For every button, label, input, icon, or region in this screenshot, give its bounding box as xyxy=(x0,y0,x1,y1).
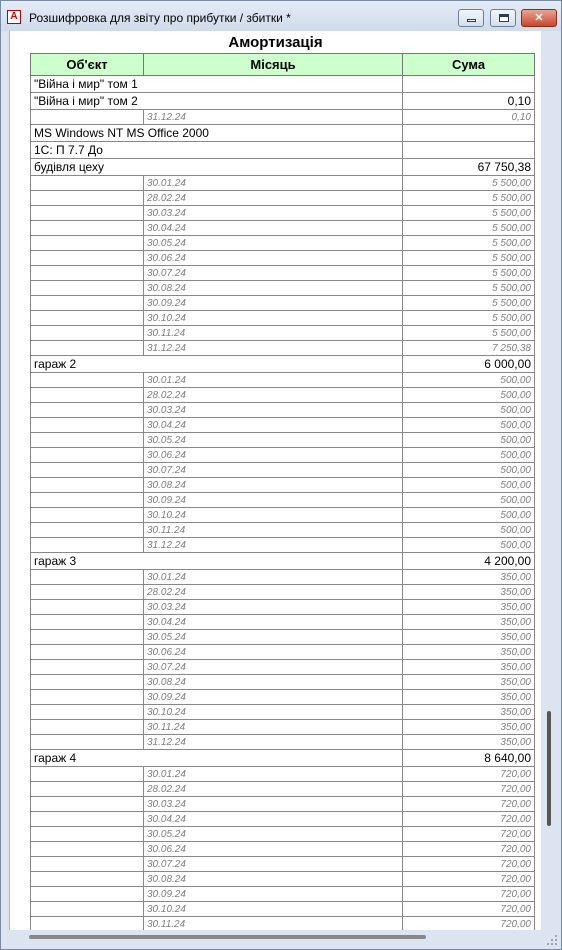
month-amount: 720,00 xyxy=(403,917,535,931)
month-date: 30.09.24 xyxy=(144,887,403,902)
empty-object-cell xyxy=(31,735,144,750)
month-row[interactable] xyxy=(31,720,535,735)
empty-object-cell xyxy=(31,341,144,356)
month-date: 30.11.24 xyxy=(144,326,403,341)
month-row[interactable] xyxy=(31,690,535,705)
month-amount: 720,00 xyxy=(403,857,535,872)
empty-object-cell xyxy=(31,418,144,433)
month-date: 30.08.24 xyxy=(144,478,403,493)
month-date: 30.10.24 xyxy=(144,508,403,523)
month-amount: 5 500,00 xyxy=(403,191,535,206)
month-date: 30.08.24 xyxy=(144,281,403,296)
month-row[interactable] xyxy=(31,857,535,872)
month-date: 28.02.24 xyxy=(144,191,403,206)
empty-object-cell xyxy=(31,448,144,463)
object-name: "Війна і мир" том 2 xyxy=(31,93,403,110)
month-date: 30.01.24 xyxy=(144,373,403,388)
close-icon: ✕ xyxy=(534,12,544,24)
month-date: 28.02.24 xyxy=(144,782,403,797)
month-row[interactable] xyxy=(31,797,535,812)
month-amount: 500,00 xyxy=(403,493,535,508)
month-amount: 7 250,38 xyxy=(403,341,535,356)
month-amount: 500,00 xyxy=(403,463,535,478)
empty-object-cell xyxy=(31,296,144,311)
object-name: "Війна і мир" том 1 xyxy=(31,76,403,93)
report-title: Амортизація xyxy=(228,34,323,51)
month-amount: 500,00 xyxy=(403,478,535,493)
month-amount: 720,00 xyxy=(403,827,535,842)
empty-object-cell xyxy=(31,705,144,720)
month-row[interactable] xyxy=(31,448,535,463)
object-row[interactable] xyxy=(31,93,535,110)
month-date: 30.05.24 xyxy=(144,827,403,842)
empty-object-cell xyxy=(31,797,144,812)
empty-object-cell xyxy=(31,645,144,660)
month-amount: 5 500,00 xyxy=(403,326,535,341)
empty-object-cell xyxy=(31,508,144,523)
month-row[interactable] xyxy=(31,266,535,281)
object-name: гараж 2 xyxy=(31,356,403,373)
object-row[interactable] xyxy=(31,125,535,142)
month-date: 30.03.24 xyxy=(144,600,403,615)
month-date: 30.08.24 xyxy=(144,872,403,887)
empty-object-cell xyxy=(31,675,144,690)
month-date: 30.03.24 xyxy=(144,403,403,418)
empty-object-cell xyxy=(31,281,144,296)
month-amount: 0,10 xyxy=(403,110,535,125)
month-date: 31.12.24 xyxy=(144,110,403,125)
month-date: 30.10.24 xyxy=(144,902,403,917)
empty-object-cell xyxy=(31,493,144,508)
object-total xyxy=(403,142,535,159)
object-total xyxy=(403,76,535,93)
month-amount: 720,00 xyxy=(403,767,535,782)
empty-object-cell xyxy=(31,478,144,493)
month-row[interactable] xyxy=(31,570,535,585)
month-row[interactable] xyxy=(31,523,535,538)
empty-object-cell xyxy=(31,630,144,645)
maximize-button[interactable] xyxy=(490,9,516,27)
month-date: 30.05.24 xyxy=(144,630,403,645)
month-amount: 5 500,00 xyxy=(403,236,535,251)
object-row[interactable] xyxy=(31,142,535,159)
month-amount: 500,00 xyxy=(403,433,535,448)
month-row[interactable] xyxy=(31,600,535,615)
empty-object-cell xyxy=(31,812,144,827)
month-date: 31.12.24 xyxy=(144,538,403,553)
month-amount: 350,00 xyxy=(403,735,535,750)
empty-object-cell xyxy=(31,767,144,782)
month-row[interactable] xyxy=(31,812,535,827)
empty-object-cell xyxy=(31,206,144,221)
month-amount: 720,00 xyxy=(403,842,535,857)
empty-object-cell xyxy=(31,373,144,388)
month-date: 30.03.24 xyxy=(144,797,403,812)
month-amount: 720,00 xyxy=(403,872,535,887)
month-row[interactable] xyxy=(31,630,535,645)
empty-object-cell xyxy=(31,110,144,125)
month-row[interactable] xyxy=(31,872,535,887)
month-date: 30.04.24 xyxy=(144,615,403,630)
month-row[interactable] xyxy=(31,388,535,403)
vertical-scrollbar[interactable] xyxy=(541,31,561,930)
month-amount: 350,00 xyxy=(403,630,535,645)
month-date: 30.07.24 xyxy=(144,857,403,872)
month-date: 31.12.24 xyxy=(144,735,403,750)
month-date: 30.11.24 xyxy=(144,523,403,538)
month-row[interactable] xyxy=(31,917,535,931)
month-amount: 5 500,00 xyxy=(403,176,535,191)
month-row[interactable] xyxy=(31,311,535,326)
month-row[interactable] xyxy=(31,176,535,191)
month-date: 30.10.24 xyxy=(144,705,403,720)
month-row[interactable] xyxy=(31,735,535,750)
month-row[interactable] xyxy=(31,538,535,553)
window-title-text: Розшифровка для звіту про прибутки / збитки xyxy=(29,11,283,25)
object-total: 67 750,38 xyxy=(403,159,535,176)
month-row[interactable] xyxy=(31,373,535,388)
object-row[interactable] xyxy=(31,159,535,176)
month-amount: 5 500,00 xyxy=(403,281,535,296)
month-date: 30.01.24 xyxy=(144,570,403,585)
month-date: 30.11.24 xyxy=(144,917,403,931)
maximize-icon xyxy=(499,14,509,22)
month-row[interactable] xyxy=(31,463,535,478)
object-name: MS Windows NT MS Office 2000 xyxy=(31,125,403,142)
month-amount: 350,00 xyxy=(403,690,535,705)
object-row[interactable] xyxy=(31,76,535,93)
month-date: 30.08.24 xyxy=(144,675,403,690)
month-amount: 5 500,00 xyxy=(403,206,535,221)
month-amount: 720,00 xyxy=(403,887,535,902)
month-amount: 350,00 xyxy=(403,600,535,615)
resize-grip-icon[interactable] xyxy=(541,930,561,949)
month-row[interactable] xyxy=(31,493,535,508)
month-row[interactable] xyxy=(31,675,535,690)
month-row[interactable] xyxy=(31,326,535,341)
month-date: 30.10.24 xyxy=(144,311,403,326)
month-date: 31.12.24 xyxy=(144,341,403,356)
month-row[interactable] xyxy=(31,236,535,251)
month-row[interactable] xyxy=(31,341,535,356)
month-amount: 350,00 xyxy=(403,570,535,585)
empty-object-cell xyxy=(31,311,144,326)
month-date: 30.04.24 xyxy=(144,221,403,236)
month-amount: 500,00 xyxy=(403,403,535,418)
month-row[interactable] xyxy=(31,110,535,125)
object-name: 1С: П 7.7 До xyxy=(31,142,403,159)
month-date: 30.07.24 xyxy=(144,266,403,281)
window-title xyxy=(29,11,291,25)
month-row[interactable] xyxy=(31,767,535,782)
month-amount: 720,00 xyxy=(403,902,535,917)
object-total: 6 000,00 xyxy=(403,356,535,373)
month-date: 30.05.24 xyxy=(144,433,403,448)
month-amount: 350,00 xyxy=(403,615,535,630)
empty-object-cell xyxy=(31,720,144,735)
month-date: 30.07.24 xyxy=(144,463,403,478)
month-amount: 500,00 xyxy=(403,373,535,388)
horizontal-scroll-thumb[interactable] xyxy=(29,935,426,939)
month-amount: 500,00 xyxy=(403,448,535,463)
month-row[interactable] xyxy=(31,887,535,902)
object-row[interactable] xyxy=(31,356,535,373)
month-amount: 350,00 xyxy=(403,645,535,660)
empty-object-cell xyxy=(31,600,144,615)
report-table xyxy=(30,53,535,930)
empty-object-cell xyxy=(31,433,144,448)
empty-object-cell xyxy=(31,236,144,251)
column-header-month[interactable]: Місяць xyxy=(144,54,403,76)
empty-object-cell xyxy=(31,266,144,281)
empty-object-cell xyxy=(31,221,144,236)
title-bar[interactable] xyxy=(1,1,561,31)
month-row[interactable] xyxy=(31,251,535,266)
object-name: гараж 3 xyxy=(31,553,403,570)
empty-object-cell xyxy=(31,388,144,403)
app-report-icon[interactable]: A xyxy=(7,10,21,24)
column-header-sum[interactable]: Сума xyxy=(403,54,535,76)
month-amount: 720,00 xyxy=(403,782,535,797)
month-date: 30.05.24 xyxy=(144,236,403,251)
month-row[interactable] xyxy=(31,782,535,797)
month-amount: 350,00 xyxy=(403,585,535,600)
empty-object-cell xyxy=(31,251,144,266)
report-body xyxy=(31,76,535,931)
month-row[interactable] xyxy=(31,221,535,236)
month-date: 30.04.24 xyxy=(144,812,403,827)
month-amount: 350,00 xyxy=(403,660,535,675)
month-amount: 5 500,00 xyxy=(403,251,535,266)
month-amount: 350,00 xyxy=(403,720,535,735)
month-amount: 720,00 xyxy=(403,797,535,812)
empty-object-cell xyxy=(31,176,144,191)
empty-object-cell xyxy=(31,782,144,797)
empty-object-cell xyxy=(31,326,144,341)
month-row[interactable] xyxy=(31,660,535,675)
month-row[interactable] xyxy=(31,433,535,448)
month-amount: 500,00 xyxy=(403,523,535,538)
column-header-object[interactable]: Об'єкт xyxy=(31,54,144,76)
month-date: 30.09.24 xyxy=(144,296,403,311)
month-row[interactable] xyxy=(31,296,535,311)
object-total: 0,10 xyxy=(403,93,535,110)
month-row[interactable] xyxy=(31,827,535,842)
month-amount: 500,00 xyxy=(403,508,535,523)
modified-marker: * xyxy=(286,11,291,25)
month-amount: 5 500,00 xyxy=(403,266,535,281)
month-date: 30.11.24 xyxy=(144,720,403,735)
object-total xyxy=(403,125,535,142)
empty-object-cell xyxy=(31,902,144,917)
month-row[interactable] xyxy=(31,585,535,600)
month-amount: 5 500,00 xyxy=(403,296,535,311)
month-row[interactable] xyxy=(31,615,535,630)
month-amount: 500,00 xyxy=(403,418,535,433)
month-row[interactable] xyxy=(31,478,535,493)
month-amount: 350,00 xyxy=(403,705,535,720)
object-name: будівля цеху xyxy=(31,159,403,176)
month-date: 30.06.24 xyxy=(144,645,403,660)
empty-object-cell xyxy=(31,857,144,872)
report-area[interactable] xyxy=(9,31,541,930)
month-row[interactable] xyxy=(31,191,535,206)
month-date: 30.06.24 xyxy=(144,448,403,463)
empty-object-cell xyxy=(31,538,144,553)
month-date: 28.02.24 xyxy=(144,388,403,403)
month-date: 30.06.24 xyxy=(144,251,403,266)
month-amount: 5 500,00 xyxy=(403,221,535,236)
minimize-icon xyxy=(467,19,476,22)
month-amount: 500,00 xyxy=(403,538,535,553)
empty-object-cell xyxy=(31,191,144,206)
month-amount: 500,00 xyxy=(403,388,535,403)
month-date: 30.09.24 xyxy=(144,690,403,705)
empty-object-cell xyxy=(31,570,144,585)
empty-object-cell xyxy=(31,887,144,902)
month-date: 30.01.24 xyxy=(144,176,403,191)
empty-object-cell xyxy=(31,917,144,931)
month-date: 30.04.24 xyxy=(144,418,403,433)
month-date: 30.07.24 xyxy=(144,660,403,675)
object-row[interactable] xyxy=(31,553,535,570)
empty-object-cell xyxy=(31,872,144,887)
month-row[interactable] xyxy=(31,206,535,221)
close-button[interactable] xyxy=(521,9,557,27)
empty-object-cell xyxy=(31,842,144,857)
object-row[interactable] xyxy=(31,750,535,767)
empty-object-cell xyxy=(31,690,144,705)
object-total: 8 640,00 xyxy=(403,750,535,767)
month-row[interactable] xyxy=(31,418,535,433)
month-date: 30.06.24 xyxy=(144,842,403,857)
object-total: 4 200,00 xyxy=(403,553,535,570)
minimize-button[interactable] xyxy=(458,9,484,27)
month-row[interactable] xyxy=(31,705,535,720)
empty-object-cell xyxy=(31,585,144,600)
month-row[interactable] xyxy=(31,281,535,296)
empty-object-cell xyxy=(31,660,144,675)
month-amount: 720,00 xyxy=(403,812,535,827)
month-date: 30.01.24 xyxy=(144,767,403,782)
month-row[interactable] xyxy=(31,403,535,418)
month-date: 28.02.24 xyxy=(144,585,403,600)
empty-object-cell xyxy=(31,523,144,538)
table-header-row xyxy=(31,54,535,76)
horizontal-scrollbar[interactable] xyxy=(9,930,540,949)
empty-object-cell xyxy=(31,615,144,630)
empty-object-cell xyxy=(31,463,144,478)
vertical-scroll-thumb[interactable] xyxy=(547,711,551,826)
month-date: 30.03.24 xyxy=(144,206,403,221)
month-row[interactable] xyxy=(31,842,535,857)
empty-object-cell xyxy=(31,403,144,418)
month-date: 30.09.24 xyxy=(144,493,403,508)
month-row[interactable] xyxy=(31,902,535,917)
empty-object-cell xyxy=(31,827,144,842)
month-amount: 350,00 xyxy=(403,675,535,690)
month-row[interactable] xyxy=(31,645,535,660)
month-row[interactable] xyxy=(31,508,535,523)
object-name: гараж 4 xyxy=(31,750,403,767)
month-amount: 5 500,00 xyxy=(403,311,535,326)
